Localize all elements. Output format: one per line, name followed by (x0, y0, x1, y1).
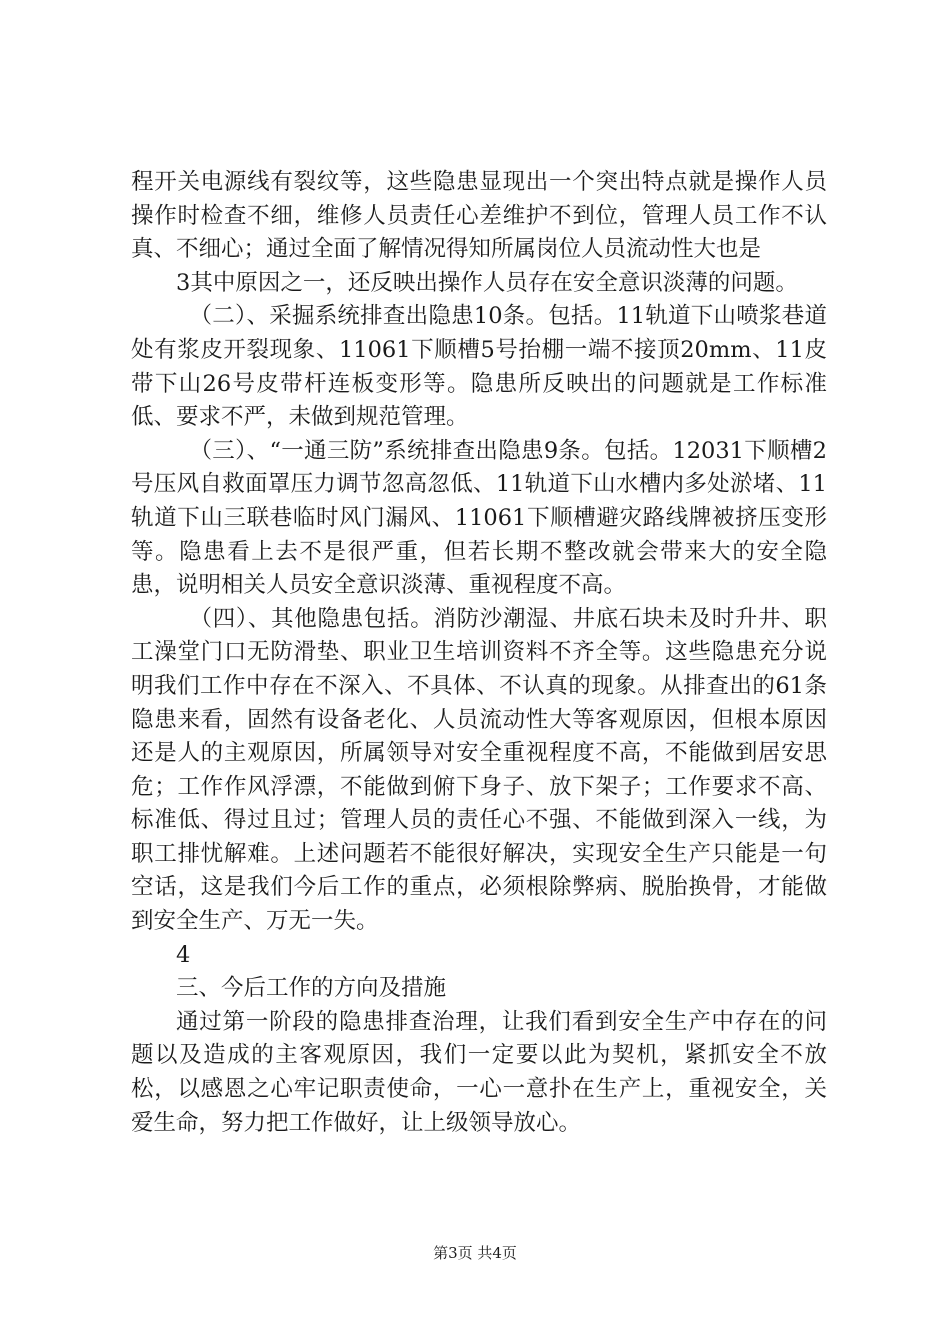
page-footer: 第3页 共4页 (433, 1244, 517, 1262)
paragraph-section-3: （三）、“一通三防”系统排查出隐患9条。包括。12031下顺槽2号压风自救面罩压力调节忽高忽低、11轨道下山水槽内多处淤堵、11轨道下山三联巷临时风门漏风、11061下顺槽避灾路线牌被挤压变形等。隐患看上去不是很严重，但若长期不整改就会带来大的安全隐患，说明相关人员安全意识淡薄、重视程度不高。 (131, 437, 827, 599)
paragraph-conclusion: 通过第一阶段的隐患排查治理，让我们看到安全生产中存在的问题以及造成的主客观原因，我们一定要以此为契机，紧抓安全不放松，以感恩之心牢记职责使命，一心一意扑在生产上，重视安全，关爱生命，努力把工作做好，让上级领导放心。 (131, 1008, 827, 1136)
paragraph-section-2: （二）、采掘系统排查出隐患10条。包括。11轨道下山喷浆巷道处有浆皮开裂现象、11061下顺槽5号抬棚一端不接顶20mm、11皮带下山26号皮带杆连板变形等。隐患所反映出的问题就是工作标准低、要求不严，未做到规范管理。 (131, 303, 827, 431)
paragraph-reason: 3其中原因之一，还反映出操作人员存在安全意识淡薄的问题。 (176, 269, 798, 296)
section-heading: 三、今后工作的方向及措施 (176, 975, 447, 1002)
paragraph-continuation: 程开关电源线有裂纹等，这些隐患显现出一个突出特点就是操作人员操作时检查不细，维修人员责任心差维护不到位，管理人员工作不认真、不细心；通过全面了解情况得知所属岗位人员流动性大也是 (131, 169, 827, 263)
paragraph-section-4: （四）、其他隐患包括。消防沙潮湿、井底石块未及时升井、职工澡堂门口无防滑垫、职业卫生培训资料不齐全等。这些隐患充分说明我们工作中存在不深入、不具体、不认真的现象。从排查出的61条隐患来看，固然有设备老化、人员流动性大等客观原因，但根本原因还是人的主观原因，所属领导对安全重视程度不高，不能做到居安思危；工作作风浮漂，不能做到俯下身子、放下架子；工作要求不高、标准低、得过且过；管理人员的责任心不强、不能做到深入一线，为职工排忧解难。上述问题若不能很好解决，实现安全生产只能是一句空话，这是我们今后工作的重点，必须根除弊病、脱胎换骨，才能做到安全生产、万无一失。 (131, 605, 827, 935)
document-body (131, 166, 827, 1140)
page-marker: 4 (176, 941, 191, 968)
